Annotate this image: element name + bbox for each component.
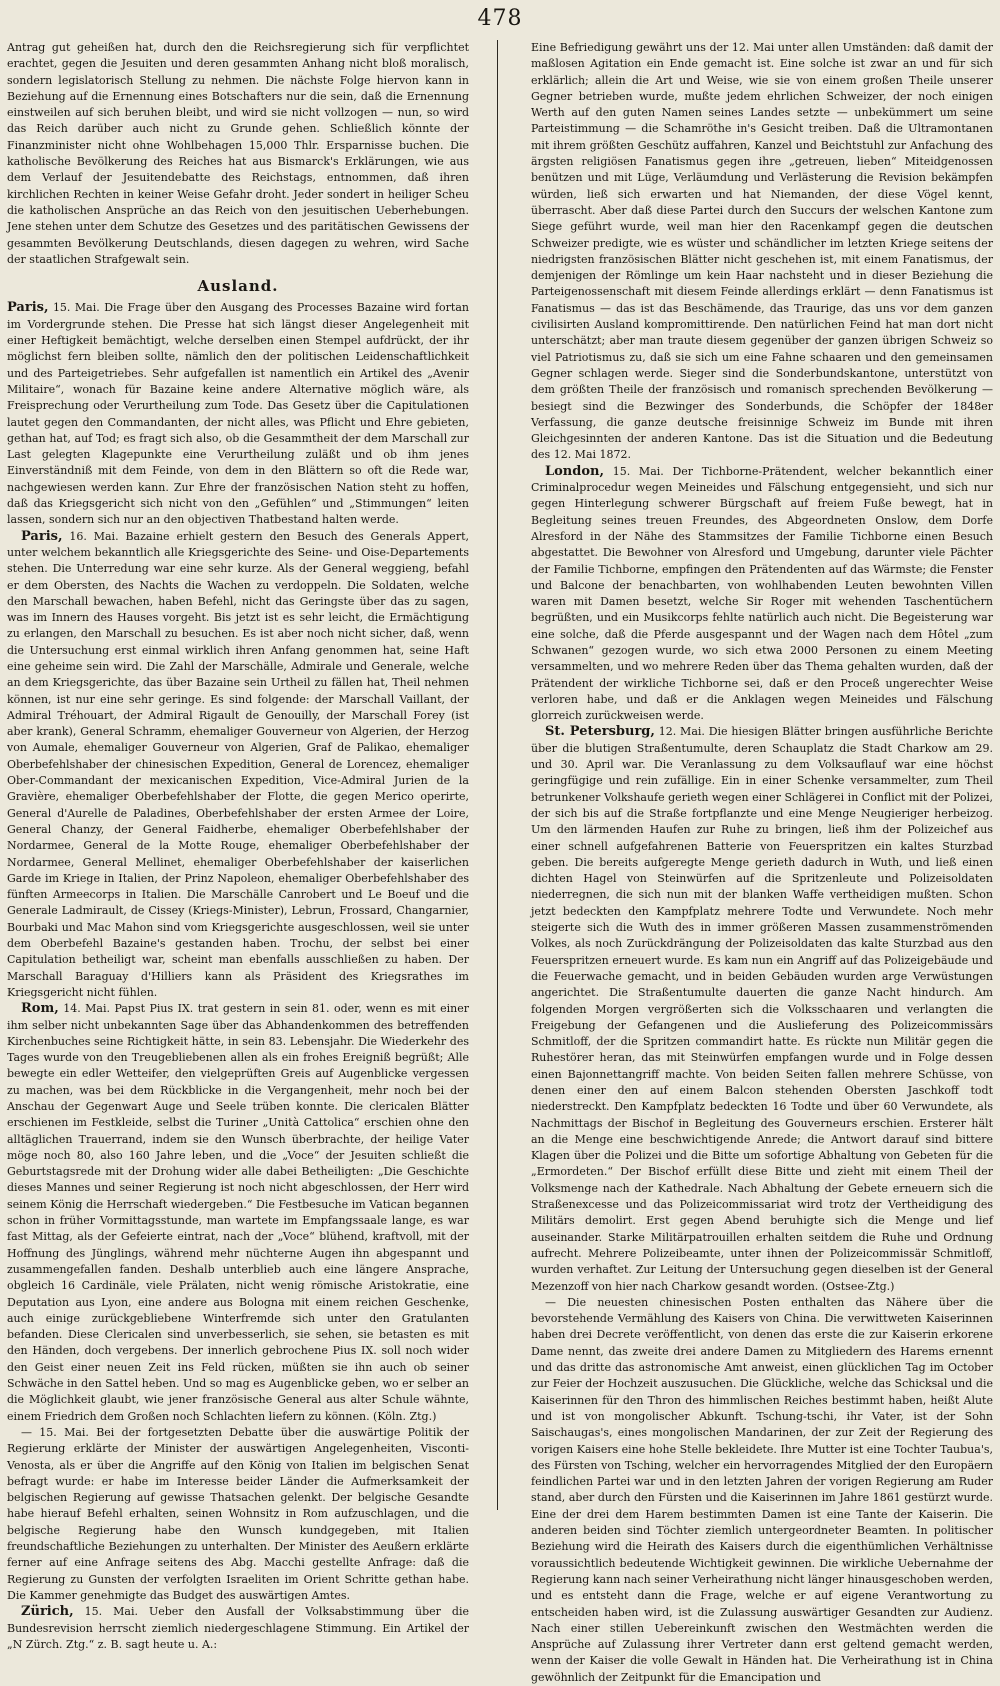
page-number: 478	[477, 6, 523, 31]
article-date: 15. Mai.	[73, 1605, 138, 1619]
column-divider	[497, 40, 498, 1510]
intro-paragraph-right: Eine Befriedigung gewährt uns der 12. Mai unter allen Umständen: daß damit der maßlosen Agitation ein Ende gemacht ist. Eine solche ist zwar an und für sich erklärlich; allein die Art und Weise, wie sie von einem großen Theile unserer Gegner betrieben wurde, mußte jedem ehrlichen Schweizer, der noch einigen Werth auf den guten Namen seines Landes setzte — unbekümmert um seine Parteistimmung — die Schamröthe in's Gesicht treiben. Daß die Ultramontanen mit ihrem größten Geschütz auffahren, Kanzel und Beichtstuhl zur Anfachung des ärgsten religiösen Fanatismus gegen ihre „getreuen, lieben“ Miteidgenossen benützen und mit Lüge, Verläumdung und Verlästerung die Revision bekämpfen würden, ließ sich erwarten und hat Niemanden, der diese Vögel kennt, überrascht. Aber daß diese Partei durch den Succurs der welschen Kantone zum Siege geführt wurde, weil man hier den Racenkampf gegen die deutschen Schweizer predigte, wie es wüster und schändlicher im letzten Kriege seitens der niedrigsten französischen Blätter nicht geschehen ist, mit einem Fanatismus, der demjenigen der Römlinge um kein Haar nachsteht und in dieser Beziehung die Parteigenossenschaft mit diesem Feinde allerdings erklärt — denn Fanatismus ist Fanatismus — das ist das Beschämende, das Traurige, das uns vor dem ganzen civilisirten Ausland kompromittirende. Den natürlichen Feind hat man dort nicht unterschätzt; aber man traute diesem gegenüber der ganzen übrigen Schweiz so viel Patriotismus zu, daß sie sich um eine Fahne schaaren und den gemeinsamen Gegner schlagen werde. Sieger sind die Sonderbundskantone, unterstützt von dem größten Theile der französisch und romanisch sprechenden Bevölkerung — besiegt sind die Bezwinger des Sonderbunds, die Schöpfer der 1848er Verfassung, die ganze deutsche freisinnige Schweiz im Bunde mit ihren Gleichgesinnten der anderen Kantone. Das ist die Situation und die Bedeutung des 12. Mai 1872.	[531, 41, 993, 462]
article-date: 15. Mai.	[604, 464, 664, 478]
article-date: 15. Mai.	[48, 301, 100, 315]
article-text: Die hiesigen Blätter bringen ausführliche Berichte über die blutigen Straßentumulte, deren Schauplatz die Stadt Charkow am 29. und 30. April war. Die Veranlassung zu dem Volksauflauf war eine höchst geringfügige und rein zufällige. Ein in einer Schenke versammelter, zum Theil betrunkener Volkshaufe gerieth wegen einer Schlägerei in Conflict mit der Polizei, der sich bis auf die Straße fortpflanzte und eine Menge Neugieriger herbeizog. Um den lärmenden Haufen zur Ruhe zu bringen, ließ ihm der Polizeichef aus einer schnell aufgefahrenen Batterie von Feuerspritzen ein kaltes Sturzbad geben. Die bereits aufgeregte Menge gerieth dadurch in Wuth, und ließ einen dichten Hagel von Steinwürfen auf die Spritzenleute und Polizeisoldaten niederregnen, die sich nun mit der blanken Waffe vertheidigen mußten. Schon jetzt bedeckten den Kampfplatz mehrere Todte und Verwundete. Noch mehr steigerte sich die Wuth des in immer größeren Massen zusammenströmenden Volkes, als noch Zurückdrängung der Polizeisoldaten das kalte Sturzbad aus den Feuerspritzen erneuert wurde. Es kam nun ein Angriff auf das Polizeigebäude und die Feuerwache gemacht, und in beiden Gebäuden wurden arge Verwüstungen angerichtet. Die Straßentumulte dauerten die ganze Nacht hindurch. Am folgenden Morgen vergrößerten sich die Volksschaaren und verlangten die Freigebung der Gefangenen und die Auslieferung des Polizeicommissärs Schmitloff, der die Spritzen commandirt hatte. Es rückte nun Militär gegen die Ruhestörer heran, das mit Steinwürfen empfangen wurde und in Folge dessen einen Bajonnettangriff machte. Von beiden Seiten fallen mehrere Schüsse, von denen einer den auf einem Balcon stehenden Obersten Jaschkoff todt niederstreckt. Den Kampfplatz bedeckten 16 Todte und über 60 Verwundete, als Nachmittags der Bischof in Begleitung des Gouverneurs erschien. Ersterer hält an die Menge eine beschwichtigende Anrede; die Antwort darauf sind bittere Klagen über die Polizei und die Bitte um sofortige Abhaltung von Gebeten für die „Ermordeten.“ Der Bischof erfüllt diese Bitte und zieht mit einem Theil der Volksmenge nach der Kathedrale. Nach Abhaltung der Gebete erneuern sich die Straßenexcesse und das Polizeicommissariat wird trotz der Vertheidigung des Militärs demolirt. Erst gegen Abend beruhigte sich die Menge und lief auseinander. Starke Militärpatrouillen erhalten seitdem die Ruhe und Ordnung aufrecht. Mehrere Polizeibeamte, unter ihnen der Polizeicommissär Schmitloff, wurden verhaftet. Zur Leitung der Untersuchung gegen dieselben ist der General Mezenzoff von hier nach Charkow gesandt worden. (Ostsee-Ztg.)	[531, 725, 993, 1293]
article-rom-15	[7, 1425, 469, 1604]
article-st-petersburg-12	[531, 724, 993, 1294]
article-city: London,	[545, 463, 605, 479]
article-date: 14. Mai.	[58, 1002, 111, 1016]
article-city: Zürich,	[21, 1604, 74, 1620]
article-date: 12. Mai.	[654, 725, 705, 739]
article-city: Paris,	[7, 300, 49, 316]
article-text: Der Tichborne-Prätendent, welcher bekanntlich einer Criminalprocedur wegen Meineides und Fälschung entgegensieht, und sich nur gegen Hinterlegung schwerer Bürgschaft auf freiem Fuße bewegt, hat in Begleitung seines treuen Freundes, des Abgeordneten Onslow, dem Dorfe Alresford in der Nähe des Stammsitzes der Familie Tichborne einen Besuch abgestattet. Die Bewohner von Alresford und Umgebung, darunter viele Pächter der Familie Tichborne, empfingen den Prätendenten auf das Wärmste; die Fenster und Balcone der benachbarten, von wohlhabenden Leuten bewohnten Villen waren mit Damen besetzt, welche Sir Roger mit wehenden Taschentüchern begrüßten, und ein Musikcorps fehlte natürlich auch nicht. Die Begeisterung war eine solche, daß die Pferde ausgespannt und der Wagen nach dem Hôtel „zum Schwanen“ gezogen wurde, wo sich etwa 2000 Personen zu einem Meeting versammelten, und wo mehrere Reden über das Thema gehalten wurden, daß der Prätendent der wirkliche Tichborne sei, daß er den Proceß ungerechter Weise verloren habe, und daß er die Anklagen wegen Meineides und Fälschung glorreich zurückweisen werde.	[531, 464, 993, 723]
right-column	[531, 40, 993, 1684]
article-text: Bazaine erhielt gestern den Besuch des Generals Appert, unter welchem bekanntlich alle Kriegsgerichte des Seine- und Oise-Departements stehen. Die Unterredung war eine sehr kurze. Als der General weggieng, befahl er dem Obersten, des Nachts die Wachen zu verdoppeln. Die Soldaten, welche den Marschall bewachen, haben Befehl, nicht das Geringste über das zu sagen, was im Innern des Hauses vorgeht. Bis jetzt ist es sehr leicht, die Ermächtigung zu erlangen, den Marschall zu besuchen. Es ist aber noch nicht sicher, daß, wenn die Untersuchung erst einmal wirklich ihren Anfang genommen hat, seine Haft eine geheime sein wird. Die Zahl der Marschälle, Admirale und Generale, welche an dem Kriegsgerichte, das über Bazaine sein Urtheil zu fällen hat, Theil nehmen können, ist nur eine sehr geringe. Es sind folgende: der Marschall Vaillant, der Admiral Tréhouart, der Admiral Rigault de Genouilly, der Marschall Forey (ist aber krank), General Schramm, ehemaliger Gouverneur von Algerien, der Herzog von Aumale, ehemaliger Gouverneur von Algerien, Graf de Palikao, ehemaliger Oberbefehlshaber der chinesischen Expedition, General de Lorencez, ehemaliger Ober-Commandant der mexicanischen Expedition, Vice-Admiral Jurien de la Gravière, ehemaliger Oberbefehlshaber der Flotte, die gegen Merico operirte, General d'Aurelle de Paladines, Oberbefehlshaber der ersten Armee der Loire, General Chanzy, der General Faidherbe, ehemaliger Oberbefehlshaber der Nordarmee, General de la Motte Rouge, ehemaliger Oberbefehlshaber der Nordarmee, General Mellinet, ehemaliger Oberbefehlshaber der kaiserlichen Garde im Kriege in Italien, der Prinz Napoleon, ehemaliger Oberbefehlshaber des fünften Armeecorps in Italien. Die Marschälle Canrobert und Le Boeuf und die Generale Ladmirault, de Cissey (Kriegs-Minister), Lebrun, Frossard, Changarnier, Bourbaki und Mac Mahon sind vom Kriegsgerichte ausgeschlossen, weil sie unter dem Oberbefehl Bazaine's gestanden haben. Trochu, der selbst bei einer Capitulation betheiligt war, scheint man ebenfalls ausschließen zu haben. Der Marschall Baraguay d'Hilliers kann als Präsident des Kriegsrathes im Kriegsgericht nicht fühlen.	[7, 529, 469, 999]
article-text: Papst Pius IX. trat gestern in sein 81. oder, wenn es mit einer ihm selber nicht unbekannten Sage über das Abhandenkommen des betreffenden Kirchenbuches seine Richtigkeit hätte, in sein 83. Lebensjahr. Die Wiederkehr des Tages wurde von den Treugebliebenen allen als ein frohes Ereigniß begrüßt; Alle bewegte ein edler Wetteifer, den vielgeprüften Greis auf Augenblicke vergessen zu machen, was bei dem Rückblicke in die Vergangenheit, mehr noch bei der Anschau der Gegenwart Auge und Seele trüben konnte. Die clericalen Blätter erschienen im Festkleide, selbst die Turiner „Unità Cattolica“ erschien ohne den alltäglichen Trauerrand, indem sie den Wunsch überbrachte, der heilige Vater möge noch 80, also 160 Jahre leben, und die „Voce“ der Jesuiten schließt die Geburtstagsrede mit der Drohung wider alle dabei Betheiligten: „Die Geschichte dieses Mannes und seiner Regierung ist noch nicht abgeschlossen, der Herr wird seinem König die Herrschaft wiedergeben.“ Die Festbesuche im Vatican begannen schon in früher Vormittagsstunde, man wartete im Empfangssaale lange, es war fast Mittag, als der Gefeierte eintrat, nach der „Voce“ blühend, kraftvoll, mit der Hoffnung des Jünglings, während mehr nüchterne Augen ihn abgespannt und zusammengefallen fanden. Deshalb unterblieb auch eine längere Ansprache, obgleich 16 Cardinäle, viele Prälaten, nicht wenig römische Aristokratie, eine Deputation aus Lyon, eine andere aus Bologna mit einem reichen Geschenke, auch einige zurückgebliebene Winterfremde sich unter den Gratulanten befanden. Diese Clericalen sind unverbesserlich, sie sehen, sie betasten es mit den Händen, doch vergebens. Der innerlich gebrochene Pius IX. soll noch wider den Geist einer neuen Zeit ins Feld rücken, müßten sie ihn auch ob seiner Schwäche in den Sattel heben. Und so mag es Augenblicke geben, wo er selber an die Möglichkeit glaubt, wie jener französische General aus alter Schule wähnte, einem Friedrich dem Großen noch Schlachten liefern zu können. (Köln. Ztg.)	[7, 1002, 469, 1423]
intro-paragraph-left: Antrag gut geheißen hat, durch den die Reichsregierung sich für verpflichtet erachtet, gegen die Jesuiten und deren gesammten Anhang nicht bloß moralisch, sondern legislatorisch Stellung zu nehmen. Die nächste Folge hiervon kann in Beziehung auf die Ernennung eines Botschafters nur die sein, daß die Ernennung einstweilen auf sich beruhen bleibt, und wird sie nicht vollzogen — nun, so wird das Reich darüber auch nicht zu Grunde gehen. Schließlich könnte der Finanzminister nicht ohne Wohlbehagen 15,000 Thlr. Ersparnisse buchen. Die katholische Bevölkerung des Reiches hat aus Bismarck's Erklärungen, wie aus dem Verlauf der Jesuitendebatte des Reichstags, entnommen, daß ihren kirchlichen Rechten in keiner Weise Gefahr droht. Jeder sondert in heiliger Scheu die katholischen Ansprüche an das Reich von den jesuitischen Ueberhebungen. Jene stehen unter dem Schutze des Gesetzes und des paritätischen Gewissens der gesammten Bevölkerung Deutschlands, diesen dagegen zu wehren, wird Sache der staatlichen Strafgewalt sein.	[7, 41, 469, 266]
article-zuerich-15	[7, 1604, 469, 1653]
article-text: Ueber den Ausfall der Volksabstimmung über die Bundesrevision herrscht ziemlich niedergeschlagene Stimmung. Ein Artikel der „N Zürch. Ztg.“ z. B. sagt heute u. A.:	[7, 1605, 469, 1651]
article-date: 16. Mai.	[62, 529, 119, 543]
article-china-wedding	[531, 1295, 993, 1686]
section-heading: Ausland.	[197, 277, 279, 296]
article-paris-15	[7, 300, 469, 528]
article-city: Paris,	[21, 528, 63, 544]
article-text: Die Frage über den Ausgang des Processes Bazaine wird fortan im Vordergrunde stehen. Die Presse hat sich längst dieser Angelegenheit mit einer Heftigkeit bemächtigt, welche derselben einen Stempel aufdrückt, der ihr möglichst fern bleiben sollte, nämlich den der politischen Leidenschaftlichkeit und des Parteigetriebes. Sehr aufgefallen ist namentlich ein Artikel des „Avenir Militaire“, wonach für Bazaine keine andere Alternative möglich wäre, als Freisprechung oder Verurtheilung zum Tode. Das Gesetz über die Capitulationen lautet gegen den Commandanten, der nicht alles, was Pflicht und Ehre gebieten, gethan hat, auf Tod; es fragt sich also, ob die Gesammtheit der dem Marschall zur Last gelegten Klagepunkte eine Verurtheilung zuläßt und ob ihm jenes Einverständniß mit dem Feinde, von dem in den Blättern so oft die Rede war, nachgewiesen werden kann. Zur Ehre der französischen Nation steht zu hoffen, daß das Kriegsgericht sich nicht von den „Gefühlen“ und „Stimmungen“ leiten lassen, sondern sich nur an den objectiven Thatbestand halten werde.	[7, 301, 469, 527]
left-column	[7, 40, 469, 1651]
article-rom-14	[7, 1001, 469, 1425]
article-city: St. Petersburg,	[545, 724, 655, 740]
article-paris-16	[7, 529, 469, 1002]
article-london-15	[531, 464, 993, 725]
article-date: — 15. Mai.	[21, 1425, 89, 1439]
article-text: — Die neuesten chinesischen Posten enthalten das Nähere über die bevorstehende Vermählung des Kaisers von China. Die verwittweten Kaiserinnen haben drei Decrete veröffentlicht, von denen das erste die zur Kaiserin erkorene Dame nennt, das zweite drei andere Damen zu Mitgliedern des Harems ernennt und das dritte das astronomische Amt anweist, einen glücklichen Tag im October zur Feier der Hochzeit auszusuchen. Die Glückliche, welche das Schicksal und die Kaiserinnen für den Thron des himmlischen Reiches bestimmt haben, heißt Alute und ist von mongolischer Abkunft. Tschung-tschi, ihr Vater, ist der Sohn Saischaugas's, eines mongolischen Mandarinen, der zur Zeit der Regierung des vorigen Kaisers eine hohe Stelle bekleidete. Ihre Mutter ist eine Tochter Taubua's, des Fürsten von Tsching, welcher ein hervorragendes Mitglied der den Europäern feindlichen Partei war und in den letzten Jahren der vorigen Regierung am Ruder stand, aber durch den Fürsten und die Kaiserinnen im Jahre 1861 gestürzt wurde. Eine der drei dem Harem bestimmten Damen ist eine Tante der Kaiserin. Die anderen beiden sind Töchter ziemlich untergeordneter Beamten. In politischer Beziehung wird die Heirath des Kaisers durch die eigenthümlichen Verhältnisse voraussichtlich bedeutende Wichtigkeit gewinnen. Die wirkliche Uebernahme der Regierung kann nach seiner Verheirathung nicht länger hinausgeschoben werden, und es entsteht dann die Frage, welche er auf eigene Verantwortung zu entscheiden haben wird, ist die Zulassung auswärtiger Gesandten zur Audienz. Nach einer stillen Uebereinkunft zwischen den Westmächten werden die Ansprüche auf Zulassung ihrer Vertreter dann erst geltend gemacht werden, wenn der Kaiser die volle Gewalt in Händen hat. Die Verheirathung ist in China gewöhnlich der Zeitpunkt für die Emancipation und	[531, 1295, 993, 1684]
article-text: Bei der fortgesetzten Debatte über die auswärtige Politik der Regierung erklärte der Minister der auswärtigen Angelegenheiten, Visconti-Venosta, als er über die Angriffe auf den König von Italien im belgischen Senat befragt wurde: er habe im Interesse beider Länder die Aufmerksamkeit der belgischen Regierung auf gewisse Thatsachen gelenkt. Der belgische Gesandte habe hierauf Befehl erhalten, seinen Wohnsitz in Rom aufzuschlagen, und die belgische Regierung habe den Wunsch kundgegeben, mit Italien freundschaftliche Beziehungen zu unterhalten. Der Minister des Aeußern erklärte ferner auf eine Anfrage seitens des Abg. Macchi gestellte Anfrage: daß die Regierung zu Gunsten der verfolgten Israeliten im Orient Schritte gethan habe. Die Kammer genehmigte das Budget des auswärtigen Amtes.	[7, 1425, 469, 1602]
article-city: Rom,	[21, 1001, 59, 1017]
